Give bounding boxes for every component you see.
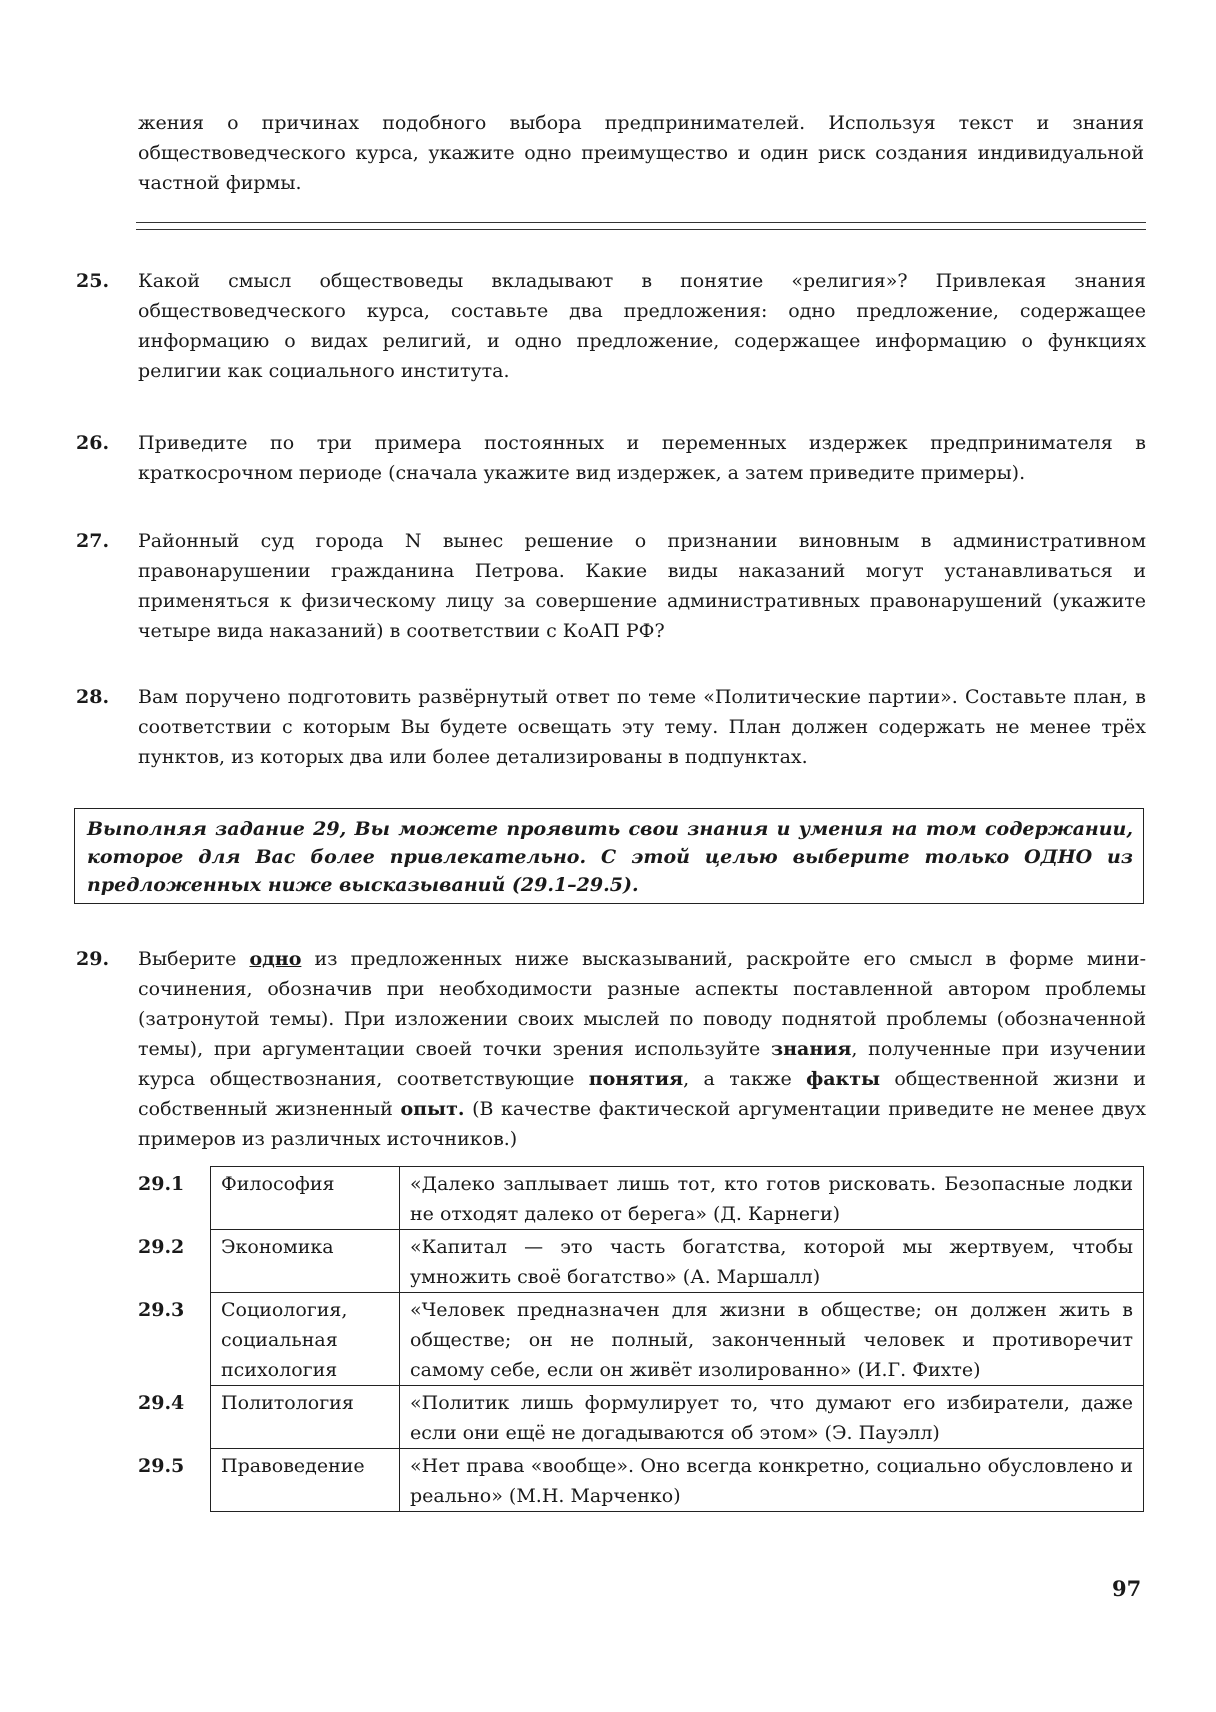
emphasis-facts: факты [806,1068,881,1090]
task-29 [76,944,1146,1154]
task-27 [76,526,1146,646]
task-text [138,944,1146,1154]
task-number: 28. [76,686,110,708]
table-row [138,1167,1144,1230]
quote-topic: Социология, социальная психология [211,1293,400,1386]
quote-topic: Правоведение [211,1449,400,1512]
quote-topic: Философия [211,1167,400,1230]
task-number: 27. [76,530,110,552]
quote-id: 29.4 [138,1391,185,1414]
quote-text: «Капитал — это часть богатства, которой мы жертвуем, чтобы умножить своё богатство» (А. Маршалл) [400,1230,1144,1293]
task-text: Какой смысл обществоведы вкладывают в понятие «религия»? Привлекая знания обществоведческого курса, составьте два предложения: одно предложение, содержащее информацию о видах религий, и одно предложение, содержащее информацию о функциях религии как социального института. [138,270,1146,382]
task-26 [76,428,1146,488]
quotes-table [138,1166,1144,1512]
task-number: 29. [76,948,110,970]
task-text: Приведите по три примера постоянных и переменных издержек предпринимателя в краткосрочном периоде (сначала укажите вид издержек, а затем приведите примеры). [138,432,1146,484]
quote-id: 29.3 [138,1298,185,1321]
task-number: 25. [76,270,110,292]
text-fragment: общественной жизни и собственный жизненный [138,1068,1146,1120]
task-28 [76,682,1146,772]
instruction-box: Выполняя задание 29, Вы можете проявить свои знания и умения на том содержании, которое для Вас более привлекательно. С этой целью выберите только ОДНО из предложенных ниже высказываний (29.1–29.5). [74,808,1144,904]
task-text: Вам поручено подготовить развёрнутый ответ по теме «Политические партии». Составьте план, в соответствии с которым Вы будете освещать эту тему. План должен содержать не менее трёх пунктов, из которых два или более детализированы в подпунктах. [138,686,1146,768]
quote-text: «Далеко заплывает лишь тот, кто готов рисковать. Безопасные лодки не отходят далеко от берега» (Д. Карнеги) [400,1167,1144,1230]
text-fragment: , а также [683,1068,807,1090]
text-fragment: , полученные при изучении курса обществознания, соответствующие [138,1038,1146,1090]
text-fragment: Выберите [138,948,250,970]
task-text: Районный суд города N вынес решение о признании виновным в административном правонарушении гражданина Петрова. Какие виды наказаний могут устанавливаться и применяться к физическому лицу за совершение административных правонарушений (укажите четыре вида наказаний) в соответствии с КоАП РФ? [138,530,1146,642]
text-fragment: (В качестве фактической аргументации приведите не менее двух примеров из различных источников.) [138,1098,1146,1150]
quote-topic: Экономика [211,1230,400,1293]
table-row [138,1230,1144,1293]
table-row [138,1449,1144,1512]
quote-id: 29.5 [138,1454,185,1477]
quote-id: 29.1 [138,1172,185,1195]
quote-text: «Человек предназначен для жизни в обществе; он должен жить в обществе; он не полный, законченный человек и противоречит самому себе, если он живёт изолированно» (И.Г. Фихте) [400,1293,1144,1386]
table-row [138,1293,1144,1386]
emphasis-experience: опыт. [400,1098,465,1120]
quote-id: 29.2 [138,1235,185,1258]
text-fragment: из предложенных ниже высказываний, раскройте его смысл в форме мини-сочинения, обозначив при необходимости разные аспекты поставленной автором проблемы (затронутой темы). При изложении своих мыслей по поводу поднятой проблемы (обозначенной темы), при аргументации своей точки зрения используйте [138,948,1147,1060]
quote-text: «Политик лишь формулирует то, что думают его избиратели, даже если они ещё не догадываются об этом» (Э. Пауэлл) [400,1386,1144,1449]
emphasis-concepts: понятия [588,1068,684,1090]
page-number: 97 [1112,1576,1142,1601]
section-divider [136,222,1146,230]
task-number: 26. [76,432,110,454]
quote-topic: Политология [211,1386,400,1449]
task-25 [76,266,1146,386]
quote-text: «Нет права «вообще». Оно всегда конкретно, социально обусловлено и реально» (М.Н. Марченко) [400,1449,1144,1512]
emphasis-knowledge: знания [771,1038,852,1060]
emphasis-one: одно [249,948,302,970]
intro-paragraph: жения о причинах подобного выбора предпринимателей. Используя текст и знания обществоведческого курса, укажите одно преимущество и один риск создания индивидуальной частной фирмы. [138,112,1144,194]
table-row [138,1386,1144,1449]
